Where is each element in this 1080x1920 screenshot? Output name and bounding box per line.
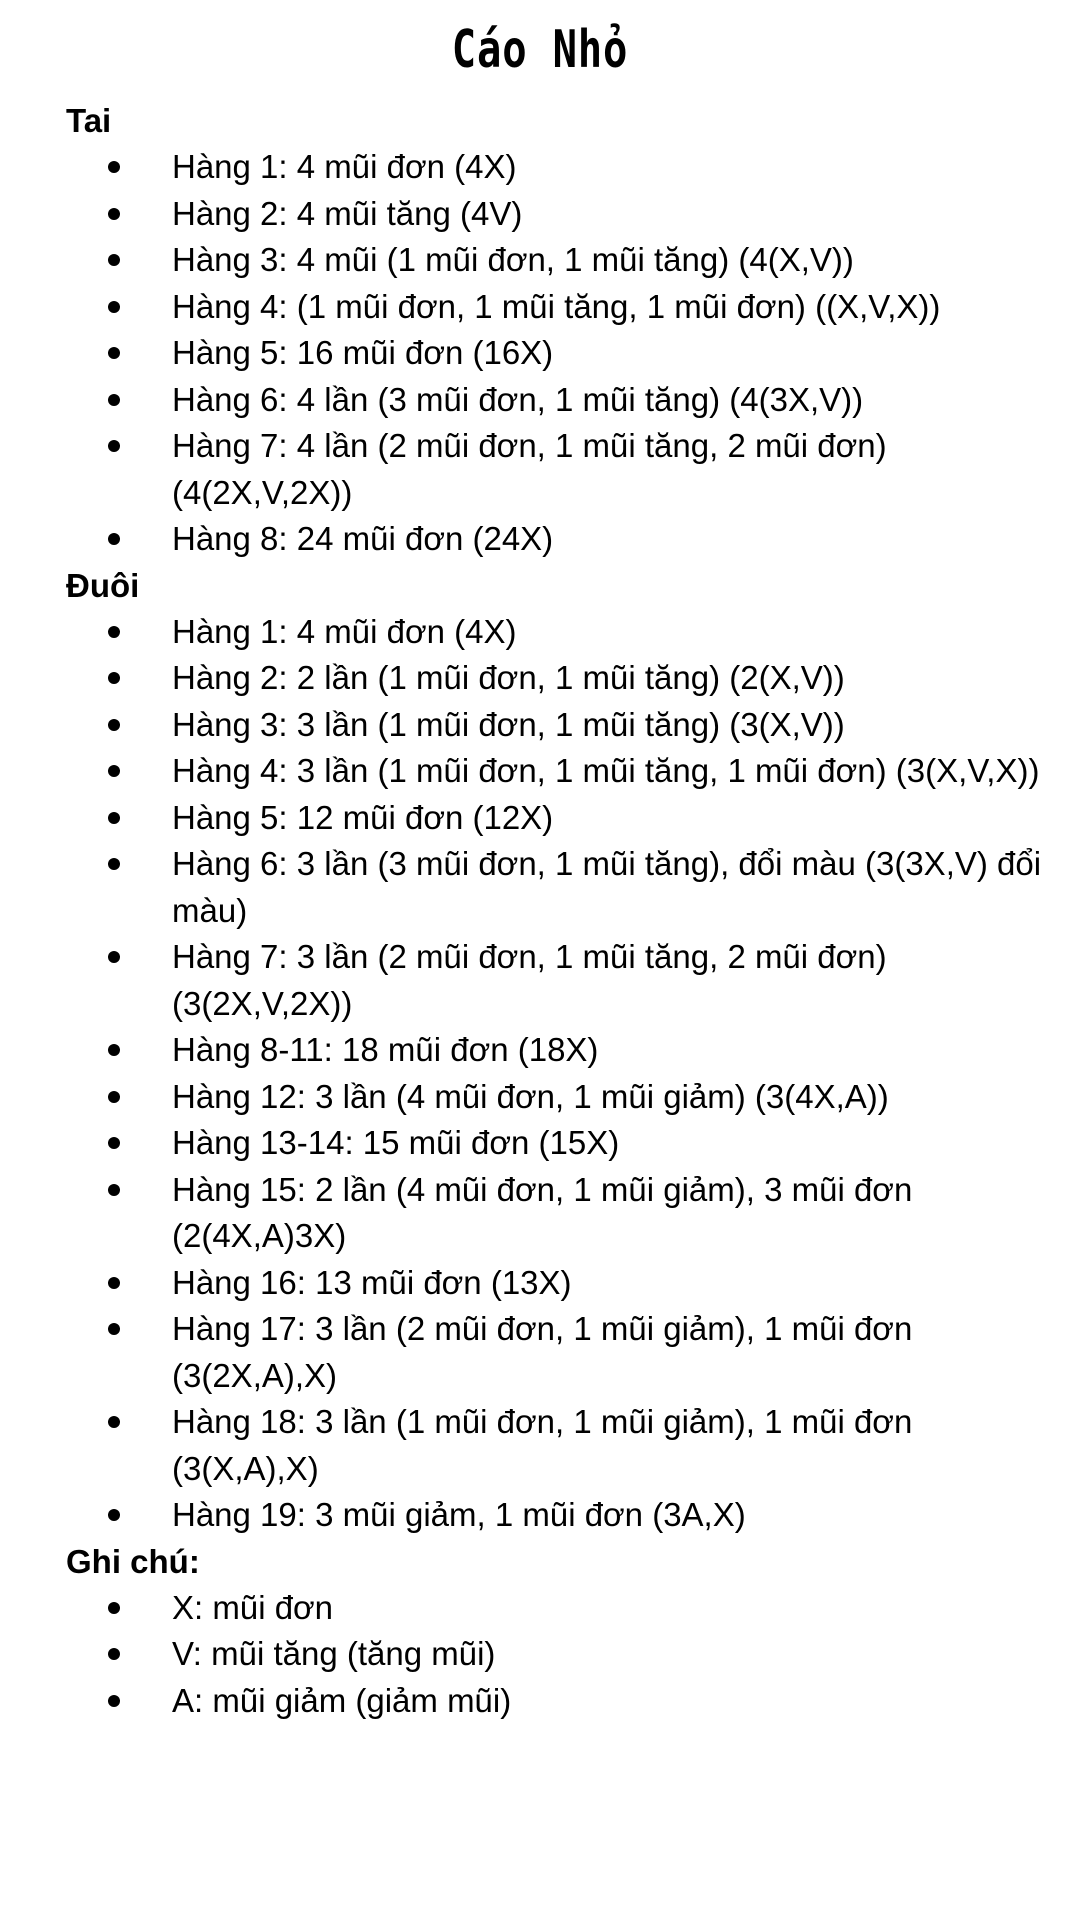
bullet-icon: [108, 1277, 120, 1289]
list-item-text: A: mũi giảm (giảm mũi): [172, 1681, 512, 1719]
bullet-icon: [108, 533, 120, 545]
list-item-text: X: mũi đơn: [172, 1588, 334, 1626]
section-heading: Đuôi: [66, 566, 140, 604]
bullet-icon: [108, 1184, 120, 1196]
bullet-icon: [108, 1509, 120, 1521]
pattern-content: [66, 98, 1044, 1724]
list-item-text: Hàng 1: 4 mũi đơn (4X): [172, 148, 517, 185]
list-item: [66, 330, 1044, 377]
list-item: [66, 1260, 1044, 1307]
list-item-text: Hàng 3: 4 mũi (1 mũi đơn, 1 mũi tăng) (4(X,V)): [172, 241, 854, 278]
bullet-icon: [108, 1137, 120, 1149]
list-item: [66, 516, 1044, 563]
list-item: [66, 1167, 1044, 1260]
list-item-text: Hàng 6: 3 lần (3 mũi đơn, 1 mũi tăng), đổi màu (3(3X,V) đổi màu): [172, 845, 1042, 929]
row-list: [66, 609, 1044, 1539]
list-item: [66, 702, 1044, 749]
bullet-icon: [108, 301, 120, 313]
list-item: [66, 1027, 1044, 1074]
list-item: [66, 1631, 1044, 1678]
list-item-text: Hàng 5: 12 mũi đơn (12X): [172, 798, 554, 836]
bullet-icon: [108, 161, 120, 173]
bullet-icon: [108, 347, 120, 359]
bullet-icon: [108, 1416, 120, 1428]
bullet-icon: [108, 1648, 120, 1660]
list-item: [66, 1678, 1044, 1725]
list-item-text: Hàng 16: 13 mũi đơn (13X): [172, 1263, 572, 1301]
bullet-icon: [108, 1044, 120, 1056]
bullet-icon: [108, 1602, 120, 1614]
list-item-text: Hàng 7: 3 lần (2 mũi đơn, 1 mũi tăng, 2 mũi đơn) (3(2X,V,2X)): [172, 938, 887, 1022]
section-tai: [66, 98, 1044, 563]
list-item: [66, 795, 1044, 842]
list-item-text: Hàng 6: 4 lần (3 mũi đơn, 1 mũi tăng) (4(3X,V)): [172, 380, 864, 418]
bullet-icon: [108, 951, 120, 963]
list-item: [66, 144, 1044, 191]
list-item: [66, 377, 1044, 424]
bullet-icon: [108, 1323, 120, 1335]
section-ghi-chu: [66, 1539, 1044, 1725]
list-item: [66, 1120, 1044, 1167]
legend-list: [66, 1585, 1044, 1725]
bullet-icon: [108, 394, 120, 406]
list-item-text: Hàng 2: 4 mũi tăng (4V): [172, 194, 523, 232]
list-item: [66, 284, 1044, 331]
bullet-icon: [108, 254, 120, 266]
bullet-icon: [108, 1091, 120, 1103]
list-item: [66, 748, 1044, 795]
list-item-text: Hàng 4: (1 mũi đơn, 1 mũi tăng, 1 mũi đơn) ((X,V,X)): [172, 287, 941, 325]
list-item: [66, 655, 1044, 702]
list-item-text: Hàng 19: 3 mũi giảm, 1 mũi đơn (3A,X): [172, 1496, 746, 1533]
list-item-text: Hàng 13-14: 15 mũi đơn (15X): [172, 1124, 620, 1161]
list-item-text: V: mũi tăng (tăng mũi): [172, 1635, 496, 1672]
page-title: Cáo Nhỏ: [451, 20, 629, 80]
section-heading: Ghi chú:: [66, 1542, 200, 1580]
bullet-icon: [108, 765, 120, 777]
list-item: [66, 237, 1044, 284]
list-item: [66, 1306, 1044, 1399]
list-item-text: Hàng 7: 4 lần (2 mũi đơn, 1 mũi tăng, 2 mũi đơn) (4(2X,V,2X)): [172, 427, 887, 511]
bullet-icon: [108, 1695, 120, 1707]
list-item: [66, 191, 1044, 238]
list-item-text: Hàng 4: 3 lần (1 mũi đơn, 1 mũi tăng, 1 mũi đơn) (3(X,V,X)): [172, 752, 1040, 789]
list-item: [66, 934, 1044, 1027]
list-item-text: Hàng 3: 3 lần (1 mũi đơn, 1 mũi tăng) (3(X,V)): [172, 705, 845, 743]
bullet-icon: [108, 208, 120, 220]
row-list: [66, 144, 1044, 563]
list-item: [66, 841, 1044, 934]
bullet-icon: [108, 812, 120, 824]
list-item: [66, 1492, 1044, 1539]
bullet-icon: [108, 719, 120, 731]
bullet-icon: [108, 626, 120, 638]
list-item-text: Hàng 8-11: 18 mũi đơn (18X): [172, 1031, 599, 1068]
section-duoi: [66, 563, 1044, 1539]
list-item: [66, 1585, 1044, 1632]
list-item: [66, 1399, 1044, 1492]
list-item-text: Hàng 5: 16 mũi đơn (16X): [172, 334, 554, 371]
bullet-icon: [108, 672, 120, 684]
list-item-text: Hàng 2: 2 lần (1 mũi đơn, 1 mũi tăng) (2(X,V)): [172, 659, 845, 696]
list-item-text: Hàng 1: 4 mũi đơn (4X): [172, 612, 517, 650]
list-item-text: Hàng 8: 24 mũi đơn (24X): [172, 520, 554, 557]
list-item-text: Hàng 18: 3 lần (1 mũi đơn, 1 mũi giảm), 1 mũi đơn (3(X,A),X): [172, 1403, 913, 1487]
bullet-icon: [108, 440, 120, 452]
list-item-text: Hàng 12: 3 lần (4 mũi đơn, 1 mũi giảm) (3(4X,A)): [172, 1077, 889, 1115]
list-item: [66, 423, 1044, 516]
section-heading: Tai: [66, 102, 112, 139]
list-item-text: Hàng 15: 2 lần (4 mũi đơn, 1 mũi giảm), 3 mũi đơn (2(4X,A)3X): [172, 1170, 913, 1254]
list-item: [66, 609, 1044, 656]
list-item: [66, 1074, 1044, 1121]
bullet-icon: [108, 858, 120, 870]
list-item-text: Hàng 17: 3 lần (2 mũi đơn, 1 mũi giảm), 1 mũi đơn (3(2X,A),X): [172, 1310, 913, 1394]
